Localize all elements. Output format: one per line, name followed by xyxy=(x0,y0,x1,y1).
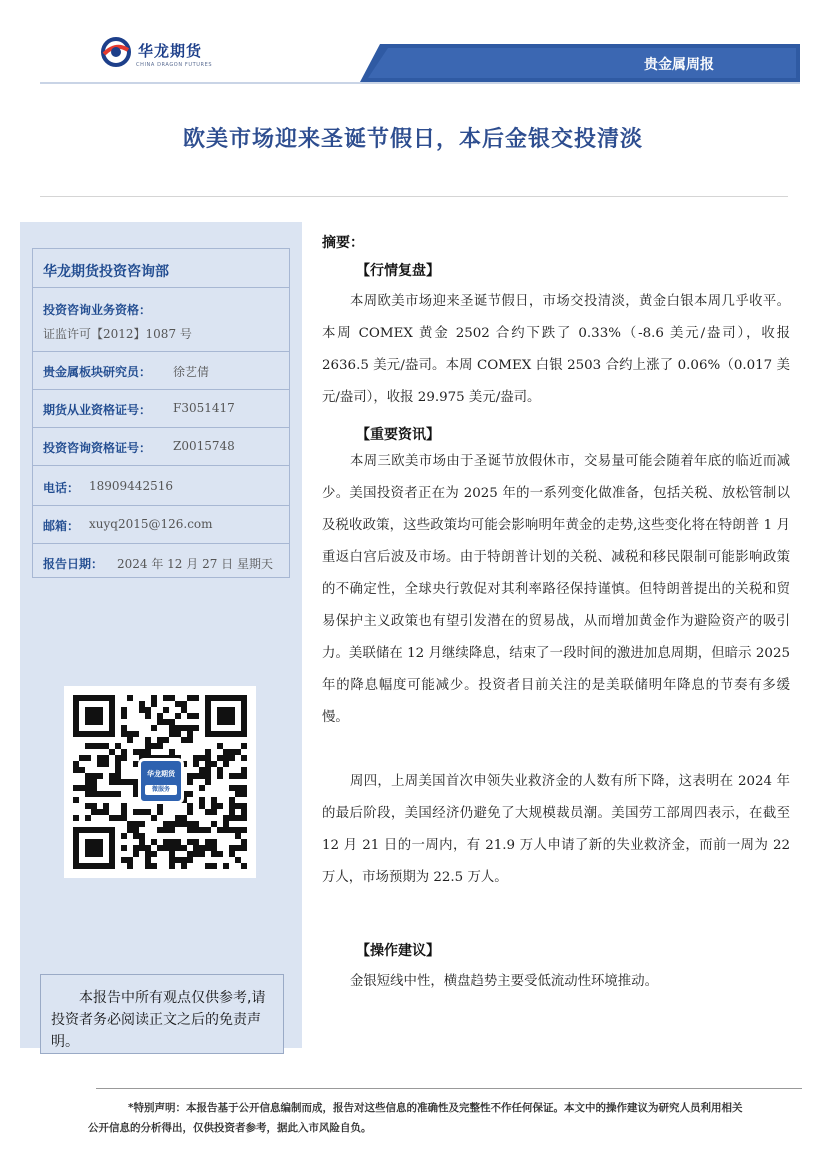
divider xyxy=(33,287,289,288)
report-title: 欧美市场迎来圣诞节假日，本后金银交投清淡 xyxy=(182,127,643,152)
department-name: 华龙期货投资咨询部 xyxy=(43,264,169,280)
report-type-banner xyxy=(360,44,800,82)
abstract-label: 摘要： xyxy=(322,235,364,251)
email-value: xuyq2015@126.com xyxy=(89,517,213,531)
qr-badge-line2: 微服务 xyxy=(145,785,177,795)
divider xyxy=(33,505,289,506)
market-review-paragraph: 本周欧美市场迎来圣诞节假日，市场交投清淡，黄金白银本周几乎收平。本周 COMEX 黄金 2502 合约下跌了 0.33%（-8.6 美元/盎司），收报 2636.5 美元/盎司。本周 COMEX 白银 2503 合约上涨了 0.06%（0.017 美元/盎司），收报 29.975 美元/盎司。 xyxy=(322,294,790,405)
qualification-label: 投资咨询业务资格： xyxy=(43,303,152,317)
futures-cert-value: F3051417 xyxy=(173,401,235,415)
divider xyxy=(33,543,289,544)
advisory-cert-value: Z0015748 xyxy=(173,439,235,453)
divider xyxy=(33,465,289,466)
logo-chinese-name: 华龙期货 xyxy=(138,42,203,60)
company-logo xyxy=(96,34,216,74)
section-heading-market-review: 【行情复盘】 xyxy=(356,263,440,279)
header-divider xyxy=(40,82,800,84)
footer-statement: *特别声明：本报告基于公开信息编制而成，报告对这些信息的准确性及完整性不作任何保证。本文中的操作建议为研究人员利用相关公开信息的分析得出，仅供投资者参考，据此入市风险自负。 xyxy=(88,1102,743,1134)
email-label: 邮箱： xyxy=(43,519,80,533)
qr-code xyxy=(64,686,256,878)
section-heading-trading-advice: 【操作建议】 xyxy=(356,943,440,959)
report-date-label: 报告日期： xyxy=(43,557,104,571)
divider xyxy=(33,389,289,390)
key-news-paragraph-1: 本周三欧美市场由于圣诞节放假休市，交易量可能会随着年底的临近而减少。美国投资者正在为 2025 年的一系列变化做准备，包括关税、放松管制以及税收政策，这些政策均可能会影响明年黄金的走势,这些变化将在特朗普 1 月重返白宫后波及市场。由于特朗普计划的关税、减税和移民限制可能影响政策的不确定性，全球央行敦促对其利率路径保持谨慎。但特朗普提出的关税和贸易保护主义政策也有望引发潜在的贸易战，从而增加黄金作为避险资产的吸引力。美联储在 12 月继续降息，结束了一段时间的激进加息周期，但暗示 2025 年的降息幅度可能减少。投资者目前关注的是美联储明年降息的节奏有多缓慢。 xyxy=(322,454,790,725)
phone-label: 电话： xyxy=(43,481,80,495)
analyst-info-box xyxy=(32,248,290,578)
researcher-label: 贵金属板块研究员： xyxy=(43,365,152,379)
report-type-label: 贵金属周报 xyxy=(644,57,714,73)
qr-badge-line1: 华龙期货 xyxy=(147,770,175,778)
researcher-value: 徐艺倩 xyxy=(173,365,210,379)
sidebar xyxy=(20,222,302,1048)
logo-english-name: CHINA DRAGON FUTURES xyxy=(136,62,213,68)
qualification-value: 证监许可【2012】1087 号 xyxy=(43,327,192,341)
disclaimer-box: 本报告中所有观点仅供参考,请投资者务必阅读正文之后的免责声明。 xyxy=(40,974,284,1054)
divider xyxy=(33,351,289,352)
futures-cert-label: 期货从业资格证号： xyxy=(43,403,152,417)
report-date-value: 2024 年 12 月 27 日 星期天 xyxy=(117,557,273,571)
divider xyxy=(33,427,289,428)
qr-badge xyxy=(138,758,184,804)
section-heading-key-news: 【重要资讯】 xyxy=(356,427,440,443)
dragon-logo-icon xyxy=(100,36,132,68)
advisory-cert-label: 投资咨询资格证号： xyxy=(43,441,152,455)
title-divider xyxy=(40,196,788,197)
trading-advice-paragraph: 金银短线中性，横盘趋势主要受低流动性环境推动。 xyxy=(350,974,658,989)
key-news-paragraph-2: 周四，上周美国首次申领失业救济金的人数有所下降，这表明在 2024 年的最后阶段，美国经济仍避免了大规模裁员潮。美国劳工部周四表示，在截至 12 月 21 日的一周内，有 21.9 万人申请了新的失业救济金，而前一周为 22 万人，市场预期为 22.5 万人。 xyxy=(322,774,790,885)
footer-divider xyxy=(96,1088,802,1089)
phone-value: 18909442516 xyxy=(89,479,173,493)
